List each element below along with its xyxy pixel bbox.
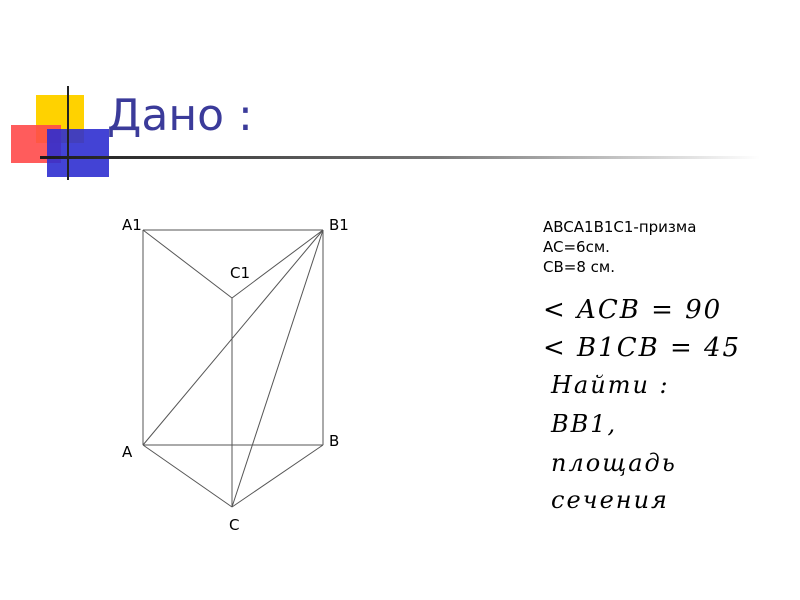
edge-ac <box>143 445 232 507</box>
vertex-label-c: C <box>229 516 240 534</box>
formula-angle-acb: < ACB = 90 <box>543 295 723 325</box>
section-ab1 <box>143 230 323 445</box>
vertex-label-b: B <box>329 432 340 450</box>
vertex-label-c1: C1 <box>230 264 251 282</box>
edge-cb <box>232 445 323 507</box>
given-block <box>543 217 696 277</box>
vertex-label-a1: A1 <box>122 216 142 234</box>
edge-a1c1 <box>143 230 232 298</box>
vertex-label-a: A <box>122 443 133 461</box>
given-line-prism: ABCA1B1C1-призма <box>543 218 697 236</box>
given-line-ac: AC=6см. <box>543 238 610 256</box>
find-bb1: BB1, <box>551 410 618 438</box>
find-section-word: сечения <box>551 486 669 514</box>
formula-angle-b1cb: < B1CB = 45 <box>543 333 742 363</box>
given-line-cb: CB=8 см. <box>543 258 615 276</box>
vertex-label-b1: B1 <box>329 216 349 234</box>
find-label: Найти : <box>551 371 670 399</box>
find-area-word: площадь <box>551 449 677 477</box>
slide-title: Дано : <box>107 90 253 141</box>
